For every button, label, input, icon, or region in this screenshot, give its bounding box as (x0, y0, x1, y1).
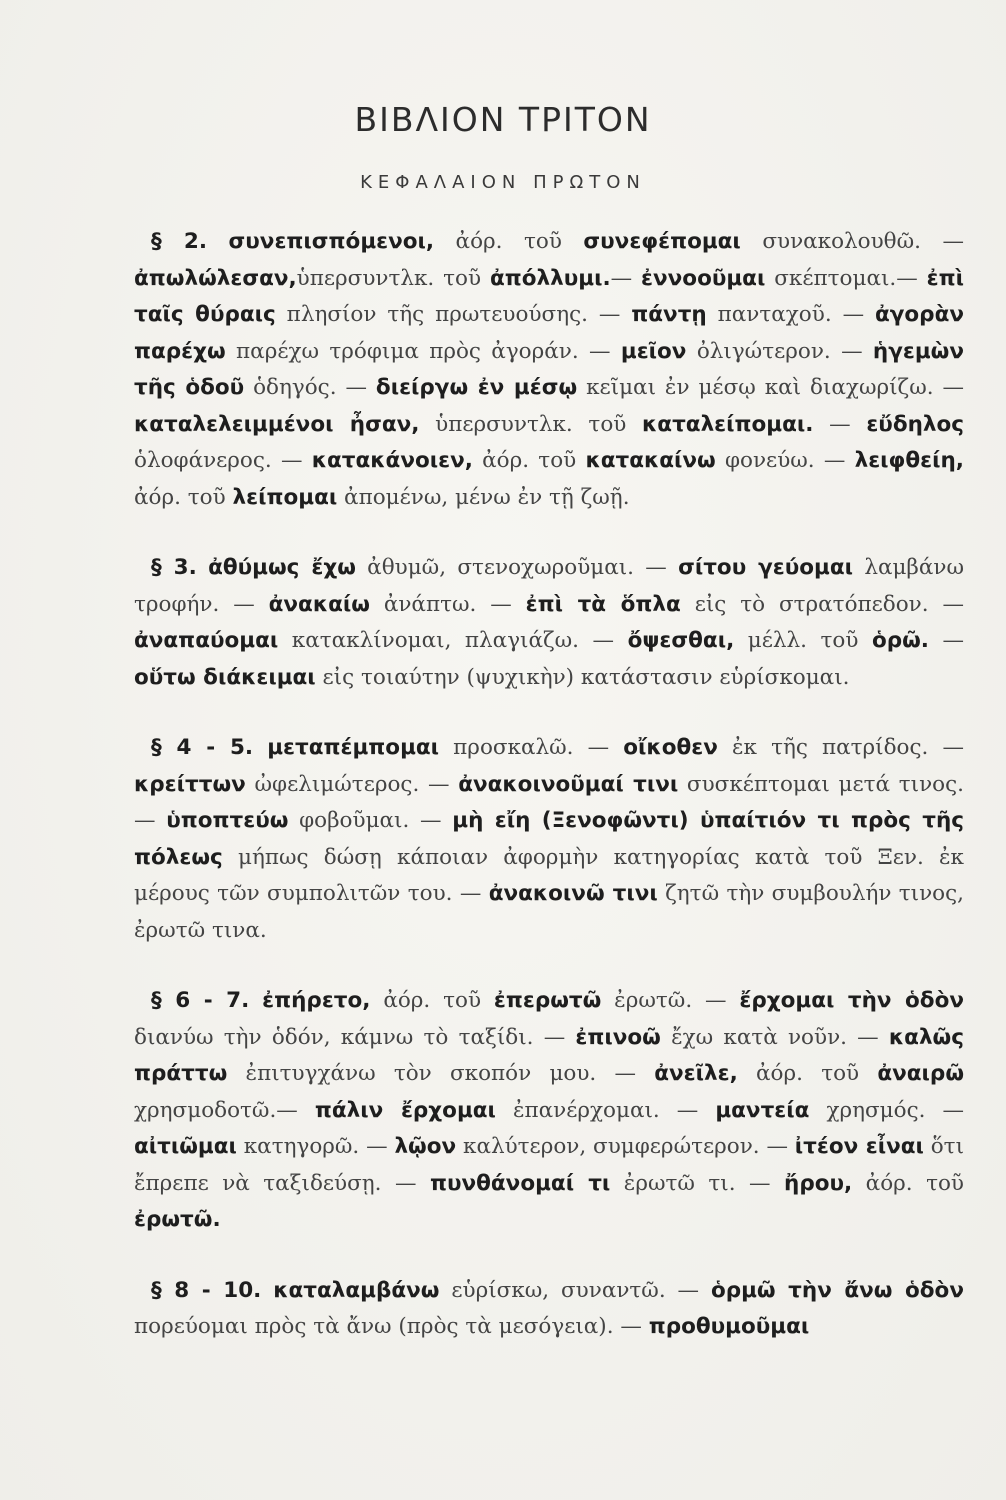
glossary-definition: κεῖμαι ἐν μέσῳ καὶ διαχωρίζω. — (577, 375, 964, 400)
glossary-paragraph (134, 730, 964, 949)
glossary-term: ἀνακοινοῦμαί τινι (458, 771, 679, 797)
glossary-definition: — (928, 628, 964, 653)
glossary-definition: μέλλ. τοῦ (734, 628, 872, 653)
glossary-term: καταλείπομαι. (642, 411, 814, 437)
glossary-term: ἰτέον εἶναι (794, 1134, 924, 1159)
glossary-term: ἐπὶ τὰ ὅπλα (525, 591, 681, 617)
glossary-definition: εἰς τοιαύτην (ψυχικὴν) κατάστασιν εὑρίσκομαι. (315, 664, 850, 690)
glossary-definition: προσκαλῶ. — (439, 735, 624, 760)
glossary-term: ἐπινοῶ (575, 1024, 661, 1050)
glossary-term: ἤρου, (784, 1170, 853, 1196)
glossary-term: καλῶς πράττω (134, 1024, 964, 1086)
book-title: ΒΙΒΛΙΟΝ ΤΡΙΤΟΝ (354, 100, 652, 139)
glossary-definition: κατακλίνομαι, πλαγιάζω. — (278, 628, 628, 653)
glossary-definition: καλύτερον, συμφερώτερον. — (456, 1134, 795, 1159)
glossary-definition: ὑπερσυντλκ. τοῦ (296, 265, 490, 291)
glossary-term: ἀπωλώλεσαν, (134, 265, 297, 291)
glossary-definition: ἐρωτῶ τι. — (610, 1170, 785, 1196)
glossary-term: οὕτω διάκειμαι (134, 664, 316, 690)
glossary-definition: ὠφελιμώτερος. — (245, 771, 459, 797)
glossary-term: ἔρχομαι τὴν ὁδὸν (739, 988, 964, 1013)
glossary-definition: εὑρίσκω, συναντῶ. — (439, 1277, 711, 1303)
glossary-term: ἀναπαύομαι (134, 628, 279, 653)
glossary-term: ἀνακοινῶ τινι (488, 881, 658, 906)
glossary-term: λῷον (394, 1134, 457, 1159)
glossary-term: ἀνεῖλε, (654, 1061, 738, 1086)
glossary-term: οἴκοθεν (623, 735, 718, 760)
glossary-term: ἀγορὰν παρέχω (134, 302, 964, 364)
glossary-definition: σκέπτομαι.— (765, 265, 927, 291)
glossary-term: ἐπήρετο, (262, 988, 371, 1013)
glossary-term: μὴ εἴη (Ξενοφῶντι) ὑπαίτιόν τι πρὸς τῆς πόλεως (134, 808, 965, 870)
glossary-term: καταλαμβάνω (273, 1277, 440, 1303)
glossary-definition: πλησίον τῆς πρωτευούσης. — (275, 302, 632, 327)
glossary-definition: ἀθυμῶ, στενοχωροῦμαι. — (355, 555, 679, 580)
glossary-term: πάλιν ἔρχομαι (314, 1097, 496, 1123)
glossary-definition: ζητῶ τὴν συμβουλήν τινος, ἐρωτῶ τινα. (134, 881, 964, 943)
glossary-definition: ἀόρ. τοῦ (370, 988, 494, 1013)
glossary-definition: συνακολουθῶ. — (740, 229, 964, 254)
glossary-term: ἐννοοῦμαι (641, 265, 766, 291)
glossary-definition: χρησμοδοτῶ.— (134, 1097, 315, 1123)
glossary-definition: ἀόρ. τοῦ (134, 484, 233, 510)
glossary-term: πάντῃ (631, 302, 707, 327)
glossary-definition: ἀόρ. τοῦ (472, 448, 586, 473)
glossary-term: λείπομαι (232, 484, 338, 510)
glossary-term: κατακαίνω (585, 448, 716, 473)
glossary-definition: ἔχω κατὰ νοῦν. — (660, 1024, 889, 1050)
section-number: § 6 - 7. (151, 988, 250, 1013)
glossary-term: πυνθάνομαί τι (429, 1170, 611, 1196)
glossary-definition: πανταχοῦ. — (706, 302, 875, 327)
glossary-term: ὁρμῶ τὴν ἄνω ὁδὸν (710, 1277, 964, 1303)
glossary-paragraph (134, 983, 964, 1239)
glossary-term: ἀπόλλυμι. (489, 265, 611, 291)
section-number: § 4 - 5. (151, 735, 254, 760)
glossary-definition: εἰς τὸ στρατόπεδον. — (680, 591, 964, 617)
glossary-term: ὁρῶ. (871, 628, 929, 653)
glossary-term: προθυμοῦμαι (648, 1314, 810, 1339)
glossary-term: διείργω ἐν μέσῳ (375, 375, 578, 400)
glossary-term: ἐπερωτῶ (493, 988, 602, 1013)
glossary-term: συνεφέπομαι (583, 229, 741, 254)
glossary-term: καταλελειμμένοι ἦσαν, (134, 411, 420, 437)
glossary-definition: χρησμός. — (809, 1097, 965, 1123)
glossary-term: ὄψεσθαι, (627, 628, 735, 653)
glossary-term: ἐρωτῶ. (134, 1207, 221, 1232)
glossary-definition: διανύω τὴν ὁδόν, κάμνω τὸ ταξίδι. — (134, 1024, 576, 1050)
glossary-term: ἡγεμὼν τῆς ὁδοῦ (134, 338, 964, 400)
glossary-definition: ἀνάπτω. — (369, 591, 526, 617)
glossary-definition: συσκέπτομαι μετά τινος. — (134, 771, 964, 833)
glossary-term: ἐπὶ ταῖς θύραις (134, 265, 964, 327)
glossary-definition: ὀλιγώτερον. — (686, 338, 873, 364)
glossary-definition: ἐπανέρχομαι. — (495, 1097, 716, 1123)
glossary-term: κρείττων (134, 771, 246, 797)
glossary-term: κατακάνοιεν, (311, 448, 473, 473)
chapter-title: ΚΕΦΑΛΑΙΟΝ ΠΡΩΤΟΝ (360, 172, 646, 193)
glossary-definition: ἐρωτῶ. — (601, 988, 740, 1013)
glossary-definition: — (610, 265, 642, 291)
glossary-body (134, 224, 964, 1346)
glossary-definition: ἀόρ. τοῦ (852, 1170, 964, 1196)
glossary-definition: φονεύω. — (715, 448, 855, 473)
glossary-definition: φοβοῦμαι. — (288, 808, 453, 833)
glossary-definition: ὅτι ἔπρεπε νὰ ταξιδεύσῃ. — (134, 1134, 965, 1196)
glossary-term: μεταπέμπομαι (267, 735, 440, 760)
glossary-definition: ὑπερσυντλκ. τοῦ (419, 411, 643, 437)
glossary-term: συνεπισπόμενοι, (228, 229, 435, 254)
glossary-paragraph (134, 224, 964, 516)
glossary-term: ἀνακαίω (268, 591, 370, 617)
glossary-definition: παρέχω τρόφιμα πρὸς ἀγοράν. — (225, 338, 621, 364)
glossary-paragraph (134, 550, 964, 696)
glossary-definition: — (813, 411, 867, 437)
glossary-definition: κατηγορῶ. — (236, 1134, 395, 1159)
glossary-definition: ὁλοφάνερος. — (134, 448, 312, 473)
section-number: § 3. (151, 555, 197, 580)
glossary-definition: ἀπομένω, μένω ἐν τῇ ζωῇ. (337, 484, 630, 510)
glossary-term: ἀναιρῶ (877, 1061, 964, 1086)
section-number: § 2. (151, 229, 208, 254)
glossary-definition: ἀόρ. τοῦ (737, 1061, 878, 1086)
glossary-definition: ἐπιτυγχάνω τὸν σκοπόν μου. — (227, 1061, 655, 1086)
glossary-term: λειφθείη, (854, 448, 964, 473)
glossary-definition: μήπως δώσῃ κάποιαν ἀφορμὴν κατηγορίας κατὰ τοῦ Ξεν. ἐκ μέρους τῶν συμπολιτῶν του. — (134, 844, 964, 906)
glossary-term: ὑποπτεύω (166, 808, 289, 833)
glossary-definition: λαμβάνω τροφήν. — (134, 555, 964, 617)
glossary-term: εὔδηλος (866, 411, 965, 437)
glossary-definition: ὁδηγός. — (244, 375, 376, 400)
glossary-definition: ἐκ τῆς πατρίδος. — (717, 735, 965, 760)
glossary-term: ἀθύμως ἔχω (208, 555, 356, 580)
glossary-definition: ἀόρ. τοῦ (434, 229, 584, 254)
glossary-term: μαντεία (715, 1097, 810, 1123)
glossary-paragraph (134, 1273, 964, 1346)
glossary-term: αἰτιῶμαι (134, 1134, 237, 1159)
section-number: § 8 - 10. (151, 1277, 262, 1303)
glossary-term: μεῖον (620, 338, 687, 364)
glossary-definition: πορεύομαι πρὸς τὰ ἄνω (πρὸς τὰ μεσόγεια). — (134, 1314, 649, 1339)
glossary-term: σίτου γεύομαι (678, 555, 854, 580)
